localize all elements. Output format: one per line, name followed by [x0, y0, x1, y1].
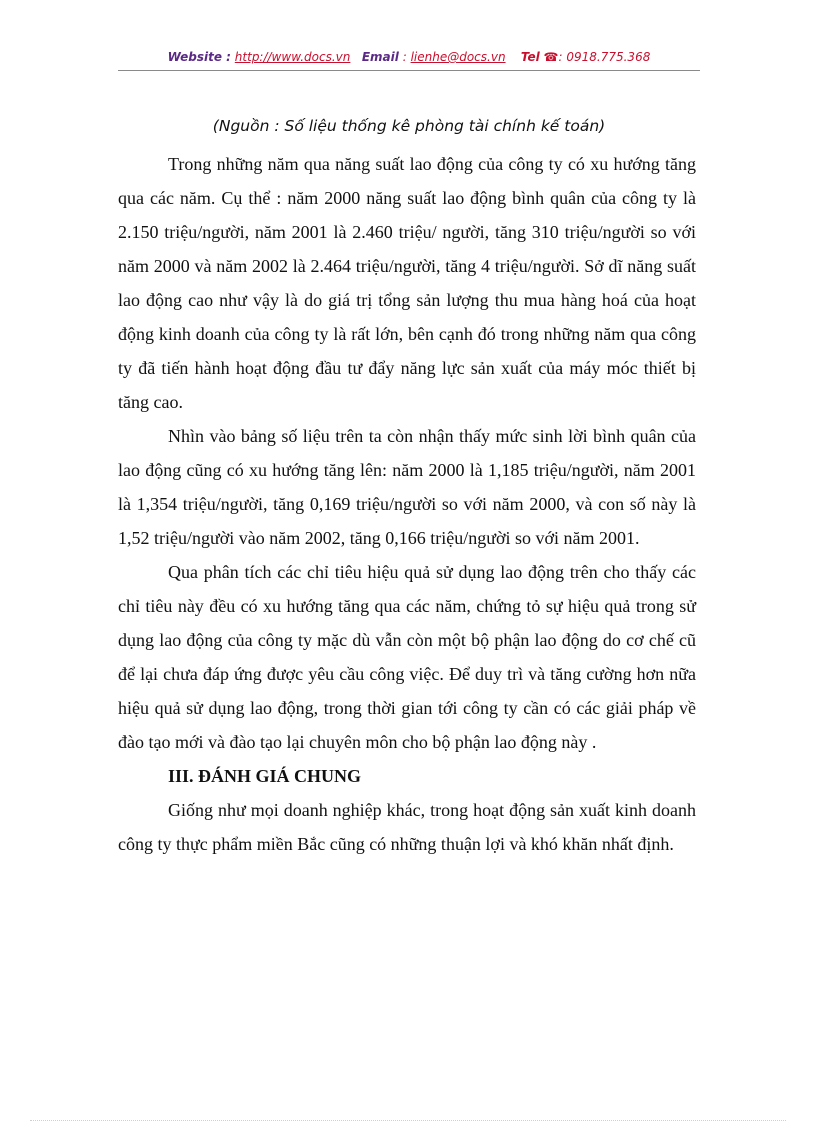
- phone-icon: ☎: [543, 50, 559, 64]
- source-note: (Nguồn : Số liệu thống kê phòng tài chính kế toán): [212, 117, 606, 135]
- footer-divider: [30, 1120, 786, 1121]
- header-divider: [118, 70, 700, 71]
- paragraph-analysis: Qua phân tích các chỉ tiêu hiệu quả sử dụng lao động trên cho thấy các chỉ tiêu này đều có xu hướng tăng qua các năm, chứng tỏ sự hiệu quả trong sử dụng lao động của công ty mặc dù vẫn còn một bộ phận lao động do cơ chế cũ để lại chưa đáp ứng được yêu cầu công việc. Để duy trì và tăng cường hơn nữa hiệu quả sử dụng lao động, trong thời gian tới công ty cần có các giải pháp về đào tạo mới và đào tạo lại chuyên môn cho bộ phận lao động này .: [118, 562, 696, 752]
- body-text: [118, 147, 696, 861]
- page-header: [118, 50, 700, 64]
- email-separator: :: [402, 50, 407, 64]
- email-label: Email: [361, 50, 399, 64]
- website-link[interactable]: http://www.docs.vn: [234, 50, 351, 64]
- paragraph-productivity: Trong những năm qua năng suất lao động của công ty có xu hướng tăng qua các năm. Cụ thể : năm 2000 năng suất lao động bình quân của công ty là 2.150 triệu/người, năm 2001 là 2.460 triệu/ người, tăng 310 triệu/người so với năm 2000 và năm 2002 là 2.464 triệu/người, tăng 4 triệu/người. Sở dĩ năng suất lao động cao như vậy là do giá trị tổng sản lượng thu mua hàng hoá của hoạt động kinh doanh của công ty là rất lớn, bên cạnh đó trong những năm qua công ty đã tiến hành hoạt động đầu tư đẩy năng lực sản xuất của máy móc thiết bị tăng cao.: [118, 154, 696, 412]
- tel-value: : 0918.775.368: [558, 50, 651, 64]
- tel-label: Tel: [520, 50, 540, 64]
- email-link[interactable]: lienhe@docs.vn: [410, 50, 506, 64]
- website-label: Website :: [167, 50, 231, 64]
- paragraph-profitability: Nhìn vào bảng số liệu trên ta còn nhận thấy mức sinh lời bình quân của lao động cũng có xu hướng tăng lên: năm 2000 là 1,185 triệu/người, năm 2001 là 1,354 triệu/người, tăng 0,169 triệu/người so với năm 2000, và con số này là 1,52 triệu/người vào năm 2002, tăng 0,166 triệu/người so với năm 2001.: [118, 426, 696, 548]
- section-heading: III. ĐÁNH GIÁ CHUNG: [168, 766, 362, 786]
- paragraph-overview: Giống như mọi doanh nghiệp khác, trong hoạt động sản xuất kinh doanh công ty thực phẩm miền Bắc cũng có những thuận lợi và khó khăn nhất định.: [118, 800, 696, 854]
